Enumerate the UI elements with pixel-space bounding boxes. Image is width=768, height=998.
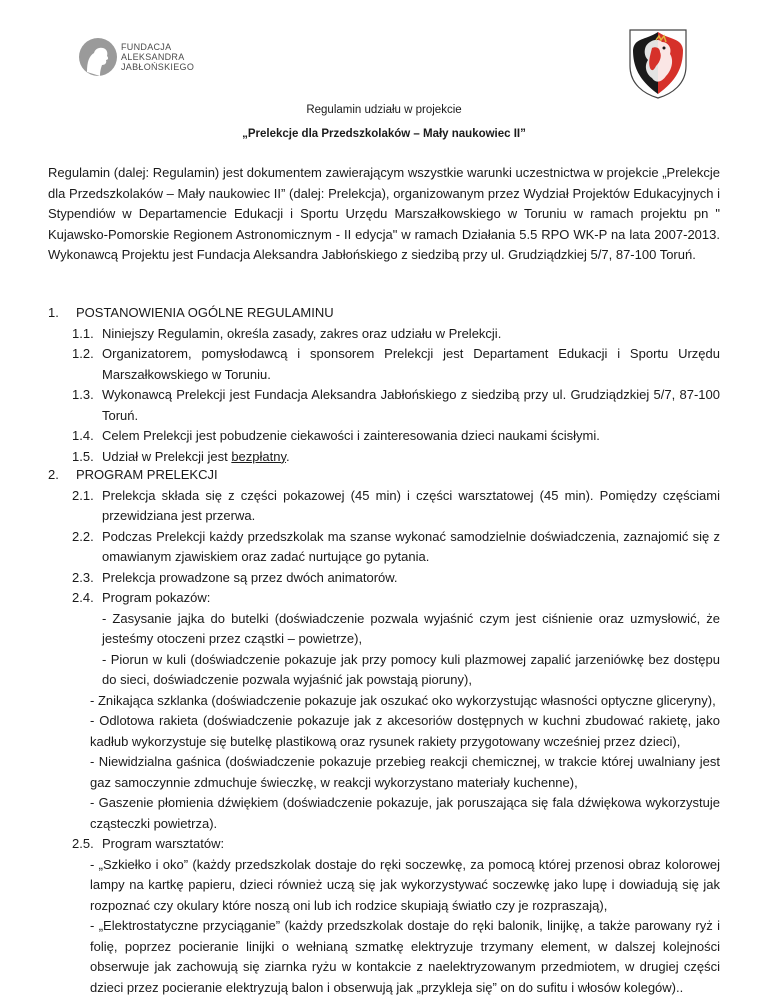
show-entry: - Gaszenie płomienia dźwiękiem (doświadczenie pokazuje, jak poruszająca się fala dźwiękowa wykorzystuje cząsteczki powietrza). [90, 795, 720, 831]
item-number: 1.3. [72, 387, 94, 402]
item-number: 2.4. [72, 590, 94, 605]
list-item [48, 447, 720, 468]
show-entry: - Odlotowa rakieta (doświadczenie pokazuje jak z akcesoriów dostępnych w kuchni zbudować rakietę, jako kadłub wykorzystuje się butelkę plastikową oraz rysunek rakiety przygotowany wcześniej przez dzieci), [90, 713, 720, 749]
item-number: 1.4. [72, 428, 94, 443]
workshop-entry: - „Elektrostatyczne przyciąganie” (każdy przedszkolak dostaje do ręki balonik, linijkę, a także parowany ryż i folię, poprzez pocieranie linijki o wełnianą szmatkę elektryzuje trzymany element, w dalszej kolejności obserwuje jak zachowują się ziarnka ryżu w kontakcie z naelektryzowanym przedmiotem, w drugiej części dzieci przez pocieranie elektryzują balon i obserwują jak „przykleja się” on do sufitu i włosów kolegów).. [90, 918, 720, 995]
list-item [48, 324, 720, 345]
item-text: Program pokazów: [102, 590, 211, 605]
item-text: Celem Prelekcji jest pobudzenie ciekawości i zainteresowania dzieci naukami ścisłymi. [102, 428, 600, 443]
section-heading [48, 303, 720, 324]
item-text: Organizatorem, pomysłodawcą i sponsorem Prelekcji jest Departament Edukacji i Sportu Urzędu Marszałkowskiego w Toruniu. [102, 346, 720, 382]
workshop-entry: - „Szkiełko i oko” (każdy przedszkolak dostaje do ręki soczewkę, za pomocą której przenosi obraz kolorowej lampy na kartkę papieru, dzieci również uczą się jak wykorzystywać soczewkę jako lupę i dowiadują się jak rozpoznać czy okulary które noszą oni lub ich rodzice skupiają światło czy je rozpraszają), [90, 856, 720, 913]
list-item [48, 385, 720, 426]
item-number: 1.5. [72, 448, 94, 464]
list-item [48, 527, 720, 568]
item-number: 2.3. [72, 569, 94, 585]
document-title-block [0, 102, 768, 142]
intro-paragraph: Regulamin (dalej: Regulamin) jest dokumentem zawierającym wszystkie warunki uczestnictwa w projekcie „Prelekcje dla Przedszkolaków – Mały naukowiec II” (dalej: Prelekcja), organizowanym przez Wydział Projektów Edukacyjnych i Stypendiów w Departamencie Edukacji i Sportu Urzędu Marszałkowskiego w Toruniu w ramach projektu pn " Kujawsko-Pomorskie Regionem Astronomicznym - II edycja" w ramach Działania 5.5 RPO WK-P na lata 2007-2013. Wykonawcą Projektu jest Fundacja Aleksandra Jabłońskiego z siedzibą przy ul. Grudziądzkiej 5/7, 87-100 Toruń. [48, 165, 720, 262]
list-item [48, 588, 720, 609]
list-item [48, 344, 720, 385]
show-entry: - Znikająca szklanka (doświadczenie pokazuje jak oszukać oko wykorzystując własności optyczne gliceryny), [90, 692, 716, 708]
item-number: 2.5. [72, 836, 94, 851]
item-text: Wykonawcą Prelekcji jest Fundacja Aleksandra Jabłońskiego z siedzibą przy ul. Grudziądzkiej 5/7, 87-100 Toruń. [102, 387, 720, 423]
coat-of-arms-icon [626, 26, 690, 100]
section-program [48, 465, 720, 998]
show-entry: - Zasysanie jajka do butelki (doświadczenie pozwala wyjaśnić czym jest ciśnienie oraz uzmysłowić, że jesteśmy otoczeni przez cząstki – powietrze), [102, 610, 720, 646]
item-number: 1.2. [72, 346, 94, 361]
section-number: 2. [48, 467, 59, 482]
list-item [48, 426, 720, 447]
project-name: „Prelekcje dla Przedszkolaków – Mały naukowiec II” [242, 128, 526, 140]
item-number: 1.1. [72, 325, 94, 341]
section-general-provisions [48, 303, 720, 467]
section-title: POSTANOWIENIA OGÓLNE REGULAMINU [76, 305, 334, 320]
list-item [48, 486, 720, 527]
item-text: Prelekcja składa się z części pokazowej (45 min) i części warsztatowej (45 min). Pomiędzy częściami przewidziana jest przerwa. [102, 487, 720, 523]
item-text [102, 447, 720, 468]
item-text-before: Udział w Prelekcji jest [102, 448, 232, 464]
section-title: PROGRAM PRELEKCJI [76, 467, 218, 482]
logo-line: ALEKSANDRA [121, 52, 185, 62]
item-number: 2.2. [72, 528, 94, 544]
list-item [48, 834, 720, 855]
item-text: Podczas Prelekcji każdy przedszkolak ma szanse wykonać samodzielnie doświadczenia, zaznajomić się z omawianym zjawiskiem oraz zadać nurtujące go pytania. [102, 528, 720, 564]
item-text: Prelekcja prowadzone są przez dwóch animatorów. [102, 569, 398, 585]
logo-wordmark [121, 42, 194, 72]
item-text-after: . [286, 448, 290, 464]
item-text: Program warsztatów: [102, 836, 225, 851]
free-of-charge-emphasis: bezpłatny [231, 448, 287, 464]
section-number: 1. [48, 305, 59, 320]
item-text: Niniejszy Regulamin, określa zasady, zakres oraz udziału w Prelekcji. [102, 325, 502, 341]
list-item [48, 568, 720, 589]
profile-head-icon [78, 36, 118, 80]
logo-line: FUNDACJA [121, 42, 172, 52]
document-title: Regulamin udziału w projekcie [306, 104, 462, 116]
show-entry: - Niewidzialna gaśnica (doświadczenie pokazuje przebieg reakcji chemicznej, w trakcie której uwalniany jest gaz samoczynnie zdmuchuje świeczkę, w reakcji wykorzystano materiały kuchenne), [90, 754, 720, 790]
show-entry: - Piorun w kuli (doświadczenie pokazuje jak przy pomocy kuli plazmowej zapalić jarzeniówkę bez dostępu do sieci, doświadczenie pozwala wyjaśnić jak powstają pioruny), [102, 651, 720, 687]
section-heading [48, 465, 720, 486]
foundation-logo [78, 36, 218, 86]
item-number: 2.1. [72, 487, 94, 503]
logo-line: JABŁOŃSKIEGO [121, 62, 195, 72]
